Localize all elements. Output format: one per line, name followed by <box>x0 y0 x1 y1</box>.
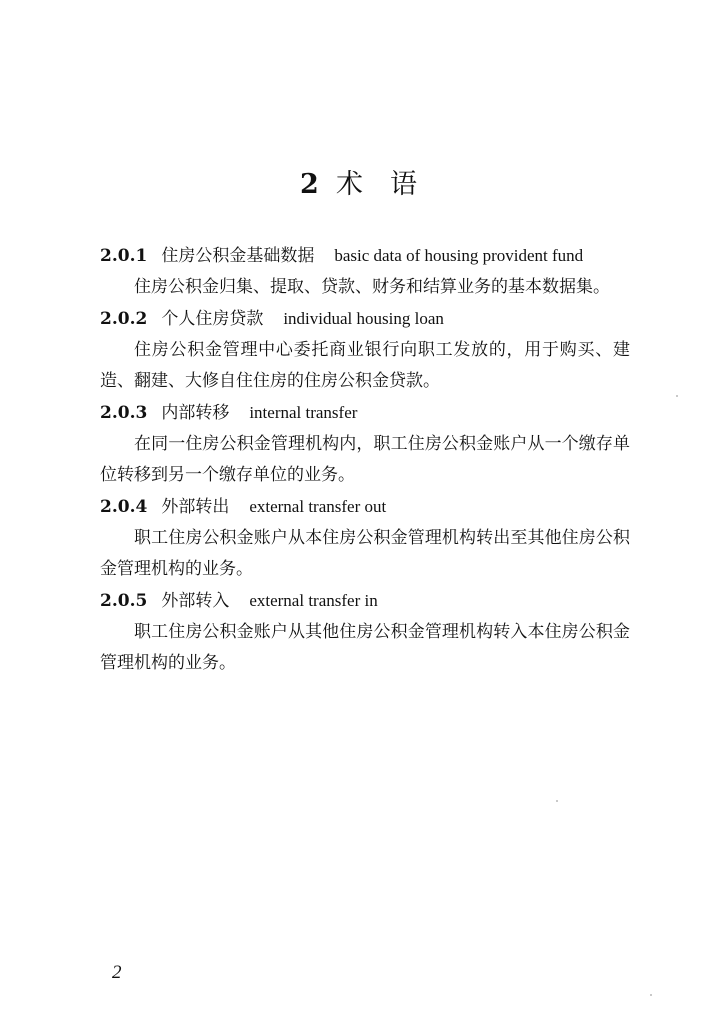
term-number: 2.0.3 <box>100 403 148 423</box>
term-entry <box>100 585 630 679</box>
term-english-name: external transfer out <box>249 497 387 516</box>
term-chinese-name: 个人住房贷款 <box>161 309 264 329</box>
term-heading <box>100 491 630 523</box>
term-english-name: individual housing loan <box>283 309 444 328</box>
term-entry <box>100 397 630 491</box>
term-entry <box>100 303 630 397</box>
term-heading <box>100 585 630 617</box>
term-chinese-name: 住房公积金基础数据 <box>161 246 315 266</box>
term-definition: 职工住房公积金账户从本住房公积金管理机构转出至其他住房公积金管理机构的业务。 <box>100 528 630 579</box>
term-definition: 住房公积金归集、提取、贷款、财务和结算业务的基本数据集。 <box>134 277 610 297</box>
scan-speck <box>650 994 652 996</box>
term-number: 2.0.2 <box>100 309 148 329</box>
term-english-name: internal transfer <box>249 403 358 422</box>
term-entry <box>100 240 630 303</box>
chapter-title <box>0 167 717 203</box>
term-definition: 住房公积金管理中心委托商业银行向职工发放的，用于购买、建造、翻建、大修自住住房的住房公积金贷款。 <box>100 340 630 391</box>
term-heading <box>100 303 630 335</box>
term-chinese-name: 外部转入 <box>161 591 230 611</box>
chapter-title-text: 术 语 <box>335 169 417 200</box>
term-heading <box>100 397 630 429</box>
term-definition: 在同一住房公积金管理机构内，职工住房公积金账户从一个缴存单位转移到另一个缴存单位的业务。 <box>100 434 630 485</box>
term-english-name: external transfer in <box>249 591 378 610</box>
term-heading <box>100 240 630 272</box>
term-entry <box>100 491 630 585</box>
term-english-name: basic data of housing provident fund <box>334 246 584 265</box>
term-number: 2.0.5 <box>100 591 148 611</box>
term-chinese-name: 内部转移 <box>161 403 230 423</box>
term-chinese-name: 外部转出 <box>161 497 230 517</box>
term-number: 2.0.4 <box>100 497 148 517</box>
scan-speck <box>556 800 558 802</box>
scan-speck <box>676 395 678 397</box>
chapter-number: 2 <box>300 169 319 200</box>
terms-section <box>100 240 630 679</box>
term-definition: 职工住房公积金账户从其他住房公积金管理机构转入本住房公积金管理机构的业务。 <box>100 622 630 673</box>
page-number: 2 <box>112 962 122 983</box>
term-number: 2.0.1 <box>100 246 148 266</box>
